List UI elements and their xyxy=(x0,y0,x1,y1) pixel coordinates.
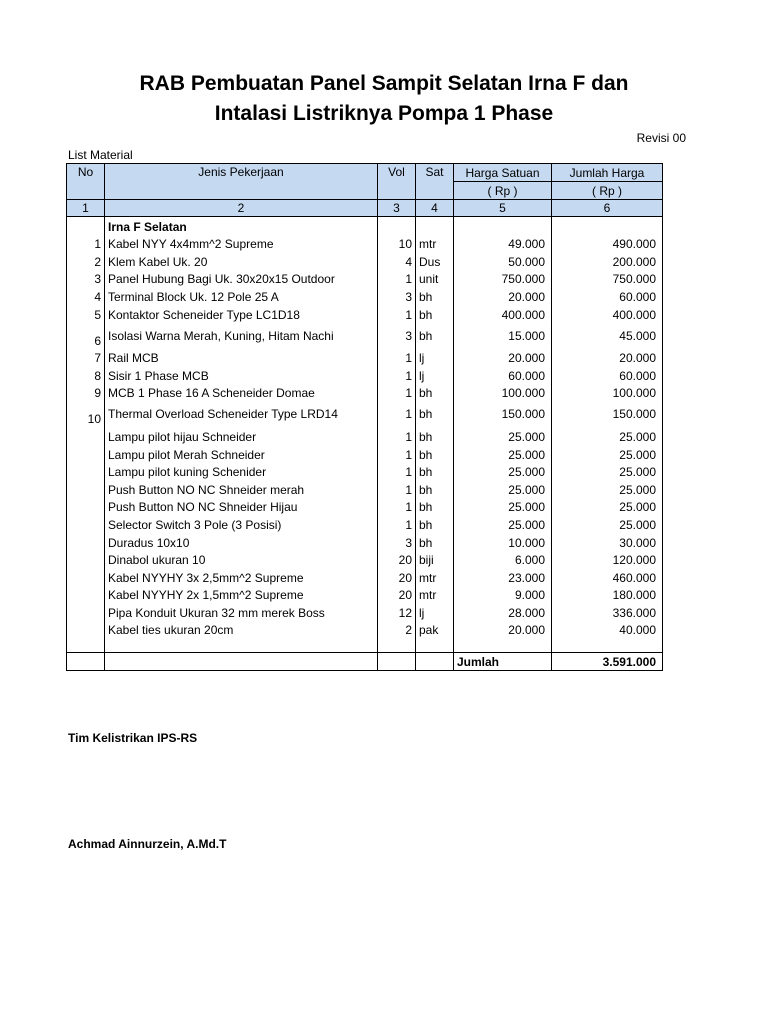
item-total-price: 25.000 xyxy=(552,427,663,445)
col-number-1: 1 xyxy=(67,200,105,217)
item-unit: bh xyxy=(416,287,454,305)
item-unit: bh xyxy=(416,445,454,463)
item-no xyxy=(67,445,105,463)
item-description: Klem Kabel Uk. 20 xyxy=(105,252,378,270)
item-total-price: 25.000 xyxy=(552,480,663,498)
table-row xyxy=(67,463,663,481)
table-row xyxy=(67,270,663,288)
header-rp-total: ( Rp ) xyxy=(552,182,663,200)
item-volume: 2 xyxy=(378,621,416,639)
col-number-6: 6 xyxy=(552,200,663,217)
item-total-price: 490.000 xyxy=(552,235,663,253)
item-volume: 1 xyxy=(378,445,416,463)
item-no: 6 xyxy=(67,323,105,349)
item-total-price: 25.000 xyxy=(552,463,663,481)
table-row xyxy=(67,384,663,402)
item-unit: bh xyxy=(416,323,454,349)
item-no: 2 xyxy=(67,252,105,270)
item-no: 7 xyxy=(67,349,105,367)
item-total-price: 200.000 xyxy=(552,252,663,270)
item-description: Lampu pilot kuning Schenider xyxy=(105,463,378,481)
item-unit-price: 15.000 xyxy=(454,323,552,349)
item-unit-price: 25.000 xyxy=(454,445,552,463)
table-row xyxy=(67,349,663,367)
page-title-line1: RAB Pembuatan Panel Sampit Selatan Irna F dan xyxy=(139,72,629,95)
item-unit-price: 25.000 xyxy=(454,480,552,498)
item-unit-price: 49.000 xyxy=(454,235,552,253)
table-row xyxy=(67,287,663,305)
table-row xyxy=(67,603,663,621)
col-number-4: 4 xyxy=(416,200,454,217)
item-description: Selector Switch 3 Pole (3 Posisi) xyxy=(105,515,378,533)
item-volume: 1 xyxy=(378,427,416,445)
table-row xyxy=(67,568,663,586)
item-volume: 20 xyxy=(378,551,416,569)
header-sat: Sat xyxy=(416,164,454,200)
item-total-price: 60.000 xyxy=(552,366,663,384)
item-unit-price: 150.000 xyxy=(454,401,552,427)
item-no: 5 xyxy=(67,305,105,323)
item-volume: 1 xyxy=(378,270,416,288)
item-total-price: 120.000 xyxy=(552,551,663,569)
total-value: 3.591.000 xyxy=(552,653,663,671)
item-description: Pipa Konduit Ukuran 32 mm merek Boss xyxy=(105,603,378,621)
header-no: No xyxy=(67,164,105,200)
table-row xyxy=(67,621,663,639)
item-no xyxy=(67,480,105,498)
total-row xyxy=(67,653,663,671)
item-description: Lampu pilot hijau Schneider xyxy=(105,427,378,445)
col-number-2: 2 xyxy=(105,200,378,217)
item-volume: 10 xyxy=(378,235,416,253)
item-volume: 1 xyxy=(378,498,416,516)
item-total-price: 750.000 xyxy=(552,270,663,288)
item-unit-price: 750.000 xyxy=(454,270,552,288)
item-no: 1 xyxy=(67,235,105,253)
item-volume: 3 xyxy=(378,323,416,349)
item-volume: 1 xyxy=(378,463,416,481)
item-unit-price: 100.000 xyxy=(454,384,552,402)
table-row xyxy=(67,252,663,270)
column-number-row xyxy=(67,200,663,217)
revision-label: Revisi 00 xyxy=(636,131,686,145)
item-description: Kabel NYYHY 3x 2,5mm^2 Supreme xyxy=(105,568,378,586)
item-total-price: 25.000 xyxy=(552,515,663,533)
item-description: MCB 1 Phase 16 A Scheneider Domae xyxy=(105,384,378,402)
item-no: 8 xyxy=(67,366,105,384)
item-total-price: 336.000 xyxy=(552,603,663,621)
item-no: 10 xyxy=(67,401,105,427)
item-unit-price: 60.000 xyxy=(454,366,552,384)
item-unit: mtr xyxy=(416,568,454,586)
item-unit-price: 10.000 xyxy=(454,533,552,551)
header-rp-unit: ( Rp ) xyxy=(454,182,552,200)
col-number-3: 3 xyxy=(378,200,416,217)
item-volume: 12 xyxy=(378,603,416,621)
table-row xyxy=(67,533,663,551)
item-volume: 3 xyxy=(378,533,416,551)
item-unit-price: 50.000 xyxy=(454,252,552,270)
signature-team: Tim Kelistrikan IPS-RS xyxy=(68,731,198,745)
table-row xyxy=(67,235,663,253)
item-unit-price: 20.000 xyxy=(454,287,552,305)
item-unit: bh xyxy=(416,401,454,427)
item-description: Kabel NYY 4x4mm^2 Supreme xyxy=(105,235,378,253)
header-harga-satuan: Harga Satuan xyxy=(454,164,552,182)
item-description: Isolasi Warna Merah, Kuning, Hitam Nachi xyxy=(105,323,378,349)
item-description: Kabel ties ukuran 20cm xyxy=(105,621,378,639)
table-row xyxy=(67,366,663,384)
item-description: Kabel NYYHY 2x 1,5mm^2 Supreme xyxy=(105,586,378,604)
item-description: Thermal Overload Scheneider Type LRD14 xyxy=(105,401,378,427)
item-unit: bh xyxy=(416,427,454,445)
item-no xyxy=(67,533,105,551)
item-volume: 1 xyxy=(378,366,416,384)
item-unit: mtr xyxy=(416,235,454,253)
item-total-price: 25.000 xyxy=(552,498,663,516)
item-volume: 1 xyxy=(378,349,416,367)
table-row xyxy=(67,586,663,604)
item-unit-price: 6.000 xyxy=(454,551,552,569)
item-no xyxy=(67,621,105,639)
item-unit-price: 23.000 xyxy=(454,568,552,586)
item-total-price: 150.000 xyxy=(552,401,663,427)
item-volume: 1 xyxy=(378,515,416,533)
section-title: Irna F Selatan xyxy=(105,217,378,235)
header-jumlah-harga: Jumlah Harga xyxy=(552,164,663,182)
item-volume: 20 xyxy=(378,586,416,604)
table-row xyxy=(67,323,663,349)
item-no xyxy=(67,498,105,516)
page-title-line2: Intalasi Listriknya Pompa 1 Phase xyxy=(214,102,554,125)
item-no xyxy=(67,586,105,604)
col-number-5: 5 xyxy=(454,200,552,217)
item-unit-price: 28.000 xyxy=(454,603,552,621)
material-table xyxy=(66,163,663,671)
item-unit-price: 25.000 xyxy=(454,463,552,481)
item-no xyxy=(67,427,105,445)
item-unit: bh xyxy=(416,463,454,481)
header-jenis: Jenis Pekerjaan xyxy=(105,164,378,200)
item-no xyxy=(67,551,105,569)
item-unit: lj xyxy=(416,603,454,621)
item-unit: lj xyxy=(416,349,454,367)
item-unit: Dus xyxy=(416,252,454,270)
item-description: Push Button NO NC Shneider merah xyxy=(105,480,378,498)
section-row xyxy=(67,217,663,235)
table-row xyxy=(67,515,663,533)
item-unit: bh xyxy=(416,498,454,516)
item-total-price: 30.000 xyxy=(552,533,663,551)
item-total-price: 60.000 xyxy=(552,287,663,305)
list-material-label: List Material xyxy=(68,148,133,162)
item-description: Rail MCB xyxy=(105,349,378,367)
item-unit-price: 20.000 xyxy=(454,621,552,639)
table-row xyxy=(67,427,663,445)
item-unit: bh xyxy=(416,533,454,551)
item-description: Sisir 1 Phase MCB xyxy=(105,366,378,384)
header-vol: Vol xyxy=(378,164,416,200)
item-unit: lj xyxy=(416,366,454,384)
item-total-price: 400.000 xyxy=(552,305,663,323)
item-unit-price: 25.000 xyxy=(454,427,552,445)
item-unit: biji xyxy=(416,551,454,569)
item-no: 9 xyxy=(67,384,105,402)
item-volume: 1 xyxy=(378,401,416,427)
item-no xyxy=(67,603,105,621)
item-no: 4 xyxy=(67,287,105,305)
item-total-price: 180.000 xyxy=(552,586,663,604)
item-unit: bh xyxy=(416,384,454,402)
item-volume: 3 xyxy=(378,287,416,305)
item-description: Dinabol ukuran 10 xyxy=(105,551,378,569)
table-row xyxy=(67,445,663,463)
item-volume: 1 xyxy=(378,384,416,402)
item-total-price: 45.000 xyxy=(552,323,663,349)
item-unit: pak xyxy=(416,621,454,639)
item-unit-price: 25.000 xyxy=(454,498,552,516)
item-unit-price: 400.000 xyxy=(454,305,552,323)
item-total-price: 40.000 xyxy=(552,621,663,639)
item-volume: 1 xyxy=(378,305,416,323)
spacer-row xyxy=(67,638,663,653)
item-no xyxy=(67,568,105,586)
table-row xyxy=(67,551,663,569)
item-no xyxy=(67,463,105,481)
header-row xyxy=(67,164,663,182)
item-total-price: 100.000 xyxy=(552,384,663,402)
item-volume: 4 xyxy=(378,252,416,270)
item-unit: bh xyxy=(416,480,454,498)
item-unit: bh xyxy=(416,305,454,323)
item-description: Push Button NO NC Shneider Hijau xyxy=(105,498,378,516)
table-row xyxy=(67,401,663,427)
table-row xyxy=(67,498,663,516)
table-row xyxy=(67,305,663,323)
item-total-price: 25.000 xyxy=(552,445,663,463)
total-label: Jumlah xyxy=(454,653,552,671)
item-unit-price: 20.000 xyxy=(454,349,552,367)
item-unit-price: 25.000 xyxy=(454,515,552,533)
item-unit-price: 9.000 xyxy=(454,586,552,604)
item-description: Lampu pilot Merah Schneider xyxy=(105,445,378,463)
item-total-price: 460.000 xyxy=(552,568,663,586)
item-volume: 20 xyxy=(378,568,416,586)
item-no xyxy=(67,515,105,533)
item-description: Kontaktor Scheneider Type LC1D18 xyxy=(105,305,378,323)
item-total-price: 20.000 xyxy=(552,349,663,367)
item-unit: unit xyxy=(416,270,454,288)
item-volume: 1 xyxy=(378,480,416,498)
item-description: Terminal Block Uk. 12 Pole 25 A xyxy=(105,287,378,305)
item-unit: bh xyxy=(416,515,454,533)
item-description: Duradus 10x10 xyxy=(105,533,378,551)
item-unit: mtr xyxy=(416,586,454,604)
table-row xyxy=(67,480,663,498)
item-description: Panel Hubung Bagi Uk. 30x20x15 Outdoor xyxy=(105,270,378,288)
signature-name: Achmad Ainnurzein, A.Md.T xyxy=(68,837,227,851)
item-no: 3 xyxy=(67,270,105,288)
